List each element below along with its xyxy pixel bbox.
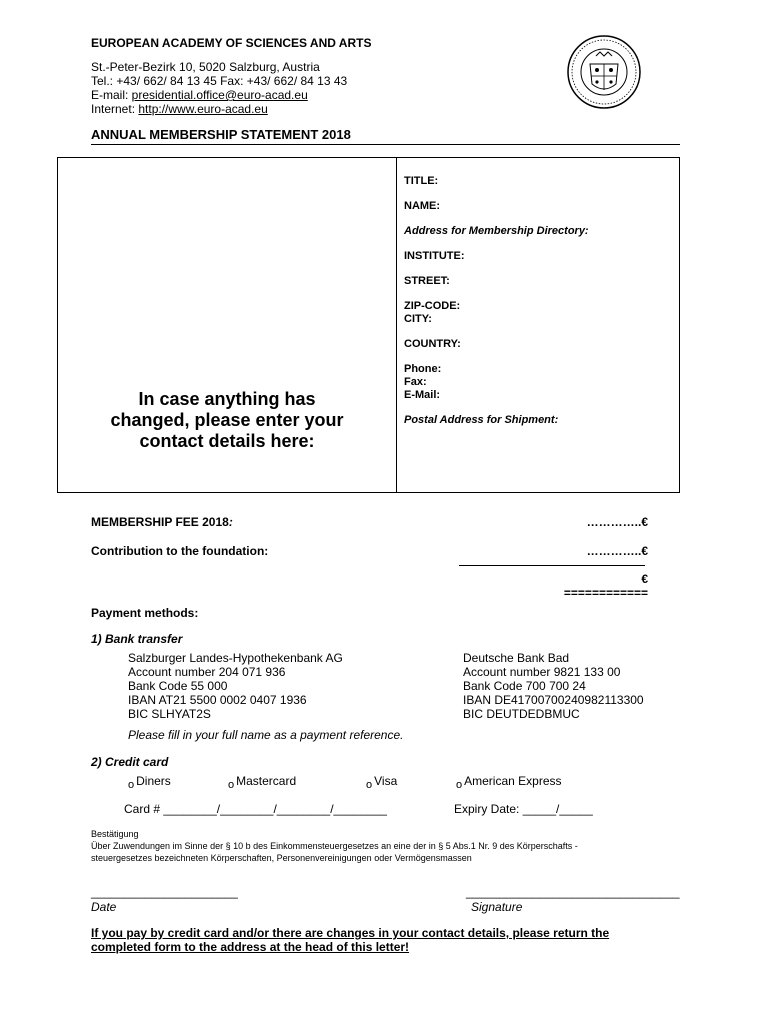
card-option-diners-label: Diners (136, 774, 171, 788)
field-title[interactable]: TITLE: (404, 175, 439, 187)
field-city[interactable]: CITY: (404, 313, 432, 325)
org-email-line (91, 88, 308, 102)
contribution-value[interactable]: …………..€ (586, 544, 648, 558)
bank2-name: Deutsche Bank Bad (463, 651, 570, 665)
org-address: St.-Peter-Bezirk 10, 5020 Salzburg, Austria (91, 60, 320, 74)
email-link[interactable]: presidential.office@euro-acad.eu (131, 88, 308, 102)
bank1-iban: IBAN AT21 5500 0002 0407 1936 (128, 693, 307, 707)
org-name: EUROPEAN ACADEMY OF SCIENCES AND ARTS (91, 36, 372, 50)
contact-prompt (60, 389, 394, 452)
card-option-diners[interactable] (128, 774, 171, 791)
contribution-label: Contribution to the foundation: (91, 544, 269, 558)
field-address-directory: Address for Membership Directory: (404, 225, 589, 237)
field-phone[interactable]: Phone: (404, 363, 442, 375)
radio-amex-icon[interactable]: o (456, 779, 463, 791)
card-option-mastercard-label: Mastercard (236, 774, 297, 788)
sum-rule (459, 565, 645, 566)
total-double-line: ============ (563, 586, 648, 600)
signature-line[interactable]: ________________________________ (466, 885, 680, 899)
field-street[interactable]: STREET: (404, 275, 450, 287)
bank1-code: Bank Code 55 000 (128, 679, 228, 693)
signature-label: Signature (471, 900, 523, 914)
card-option-amex-label: American Express (464, 774, 562, 788)
contact-box-divider (396, 157, 397, 493)
org-tel-fax: Tel.: +43/ 662/ 84 13 45 Fax: +43/ 662/ 84 13 43 (91, 74, 348, 88)
card-option-mastercard[interactable] (228, 774, 296, 791)
org-internet-line (91, 102, 268, 116)
field-zip-code[interactable]: ZIP-CODE: (404, 300, 461, 312)
bank2-account: Account number 9821 133 00 (463, 665, 621, 679)
card-option-amex[interactable] (456, 774, 562, 791)
bank2-details (463, 651, 644, 721)
footer-note-line1: If you pay by credit card and/or there are changes in your contact details, please return the (91, 926, 610, 940)
bank2-code: Bank Code 700 700 24 (463, 679, 586, 693)
bank2-bic: BIC DEUTDEDBMUC (463, 707, 580, 721)
membership-fee-colon: : (228, 515, 233, 529)
membership-fee-label (91, 515, 233, 529)
radio-mastercard-icon[interactable]: o (228, 779, 235, 791)
bank1-details (128, 651, 343, 721)
bank1-account: Account number 204 071 936 (128, 665, 286, 679)
contact-prompt-line3: contact details here: (139, 431, 315, 451)
confirmation-text-line2: steuergesetzes bezeichneten Körperschaften, Personenvereinigungen oder Vermögensmassen (91, 853, 472, 863)
confirmation-title: Bestätigung (91, 829, 139, 839)
bank2-iban: IBAN DE41700700240982113300 (463, 693, 644, 707)
internet-link[interactable]: http://www.euro-acad.eu (138, 102, 268, 116)
card-number-field[interactable]: Card # ________/________/________/________ (124, 802, 387, 816)
field-email[interactable]: E-Mail: (404, 389, 441, 401)
contact-prompt-line2: changed, please enter your (110, 410, 344, 430)
title-rule (91, 144, 680, 145)
card-option-visa-label: Visa (374, 774, 398, 788)
card-option-visa[interactable] (366, 774, 397, 791)
payment-reference-note: Please fill in your full name as a payment reference. (128, 728, 404, 742)
credit-card-heading: 2) Credit card (91, 755, 169, 769)
confirmation-text-line1: Über Zuwendungen im Sinne der § 10 b des Einkommensteuergesetzes an eine der in § 5 Abs.1 Nr. 9 des Körperschafts - (91, 841, 578, 851)
contact-prompt-line1: In case anything has (138, 389, 316, 409)
total-value[interactable]: € (641, 572, 648, 586)
expiry-date-field[interactable]: Expiry Date: _____/_____ (454, 802, 593, 816)
radio-diners-icon[interactable]: o (128, 779, 135, 791)
statement-title: ANNUAL MEMBERSHIP STATEMENT 2018 (91, 127, 351, 142)
email-label: E-mail: (91, 88, 132, 102)
field-fax[interactable]: Fax: (404, 376, 427, 388)
date-line[interactable]: ______________________ (91, 885, 238, 899)
membership-fee-value[interactable]: …………..€ (586, 515, 648, 529)
membership-fee-text: MEMBERSHIP FEE 2018 (91, 515, 229, 529)
internet-label: Internet: (91, 102, 139, 116)
field-name[interactable]: NAME: (404, 200, 441, 212)
bank1-name: Salzburger Landes-Hypothekenbank AG (128, 651, 343, 665)
radio-visa-icon[interactable]: o (366, 779, 373, 791)
field-institute[interactable]: INSTITUTE: (404, 250, 465, 262)
field-postal-address[interactable]: Postal Address for Shipment: (404, 414, 559, 426)
bank-transfer-heading: 1) Bank transfer (91, 632, 183, 646)
footer-note-line2: completed form to the address at the head of this letter! (91, 940, 410, 954)
bank1-bic: BIC SLHYAT2S (128, 707, 211, 721)
date-label: Date (91, 900, 117, 914)
payment-methods-heading: Payment methods: (91, 606, 199, 620)
academy-seal-icon (566, 34, 642, 110)
field-country[interactable]: COUNTRY: (404, 338, 461, 350)
